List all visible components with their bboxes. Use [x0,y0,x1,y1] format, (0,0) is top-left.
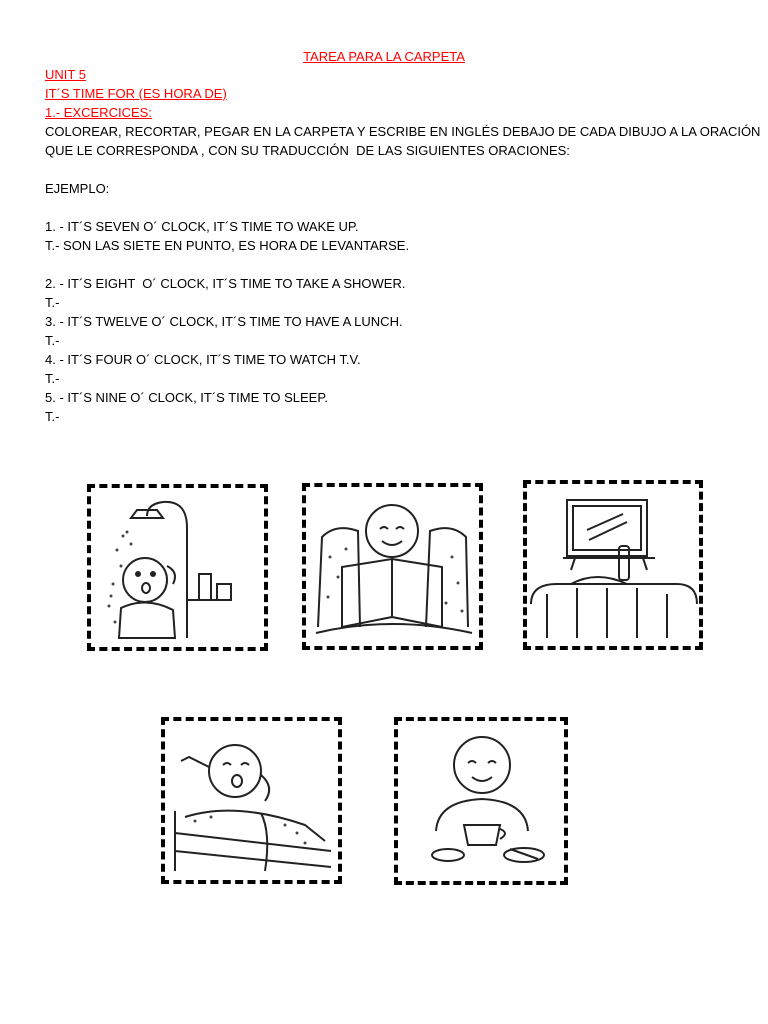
translation-1: T.- SON LAS SIETE EN PUNTO, ES HORA DE LEVANTARSE. [45,238,410,253]
tv-card [523,480,703,650]
having-lunch-icon [398,721,564,881]
sentence-1: 1. - IT´S SEVEN O´ CLOCK, IT´S TIME TO WAKE UP. [45,219,359,234]
instructions-line-1: COLOREAR, RECORTAR, PEGAR EN LA CARPETA Y ESCRIBE EN INGLÉS DEBAJO DE CADA DIBUJO A LA ORACIÓN [45,124,761,139]
sentence-2: 2. - IT´S EIGHT O´ CLOCK, IT´S TIME TO TAKE A SHOWER. [45,276,406,291]
translation-4: T.- [45,371,60,386]
sentence-4: 4. - IT´S FOUR O´ CLOCK, IT´S TIME TO WATCH T.V. [45,352,361,367]
translation-5: T.- [45,409,60,424]
sentence-5: 5. - IT´S NINE O´ CLOCK, IT´S TIME TO SLEEP. [45,390,328,405]
page-title: TAREA PARA LA CARPETA [303,49,465,64]
translation-3: T.- [45,333,60,348]
instructions-line-2: QUE LE CORRESPONDA , CON SU TRADUCCIÓN DE LAS SIGUIENTES ORACIONES: [45,143,570,158]
example-label: EJEMPLO: [45,181,110,196]
reading-in-bed-icon [306,487,479,646]
waking-up-icon [165,721,338,880]
wake-up-card [161,717,342,884]
shower-card [87,484,268,651]
reading-card [302,483,483,650]
shower-icon [91,488,264,647]
translation-2: T.- [45,295,60,310]
watching-tv-icon [527,484,699,646]
lunch-card [394,717,568,885]
sentence-3: 3. - IT´S TWELVE O´ CLOCK, IT´S TIME TO HAVE A LUNCH. [45,314,403,329]
unit-label: UNIT 5 [45,67,86,82]
topic-label: IT´S TIME FOR (ES HORA DE) [45,86,227,101]
exercises-label: 1.- EXCERCICES: [45,105,152,120]
